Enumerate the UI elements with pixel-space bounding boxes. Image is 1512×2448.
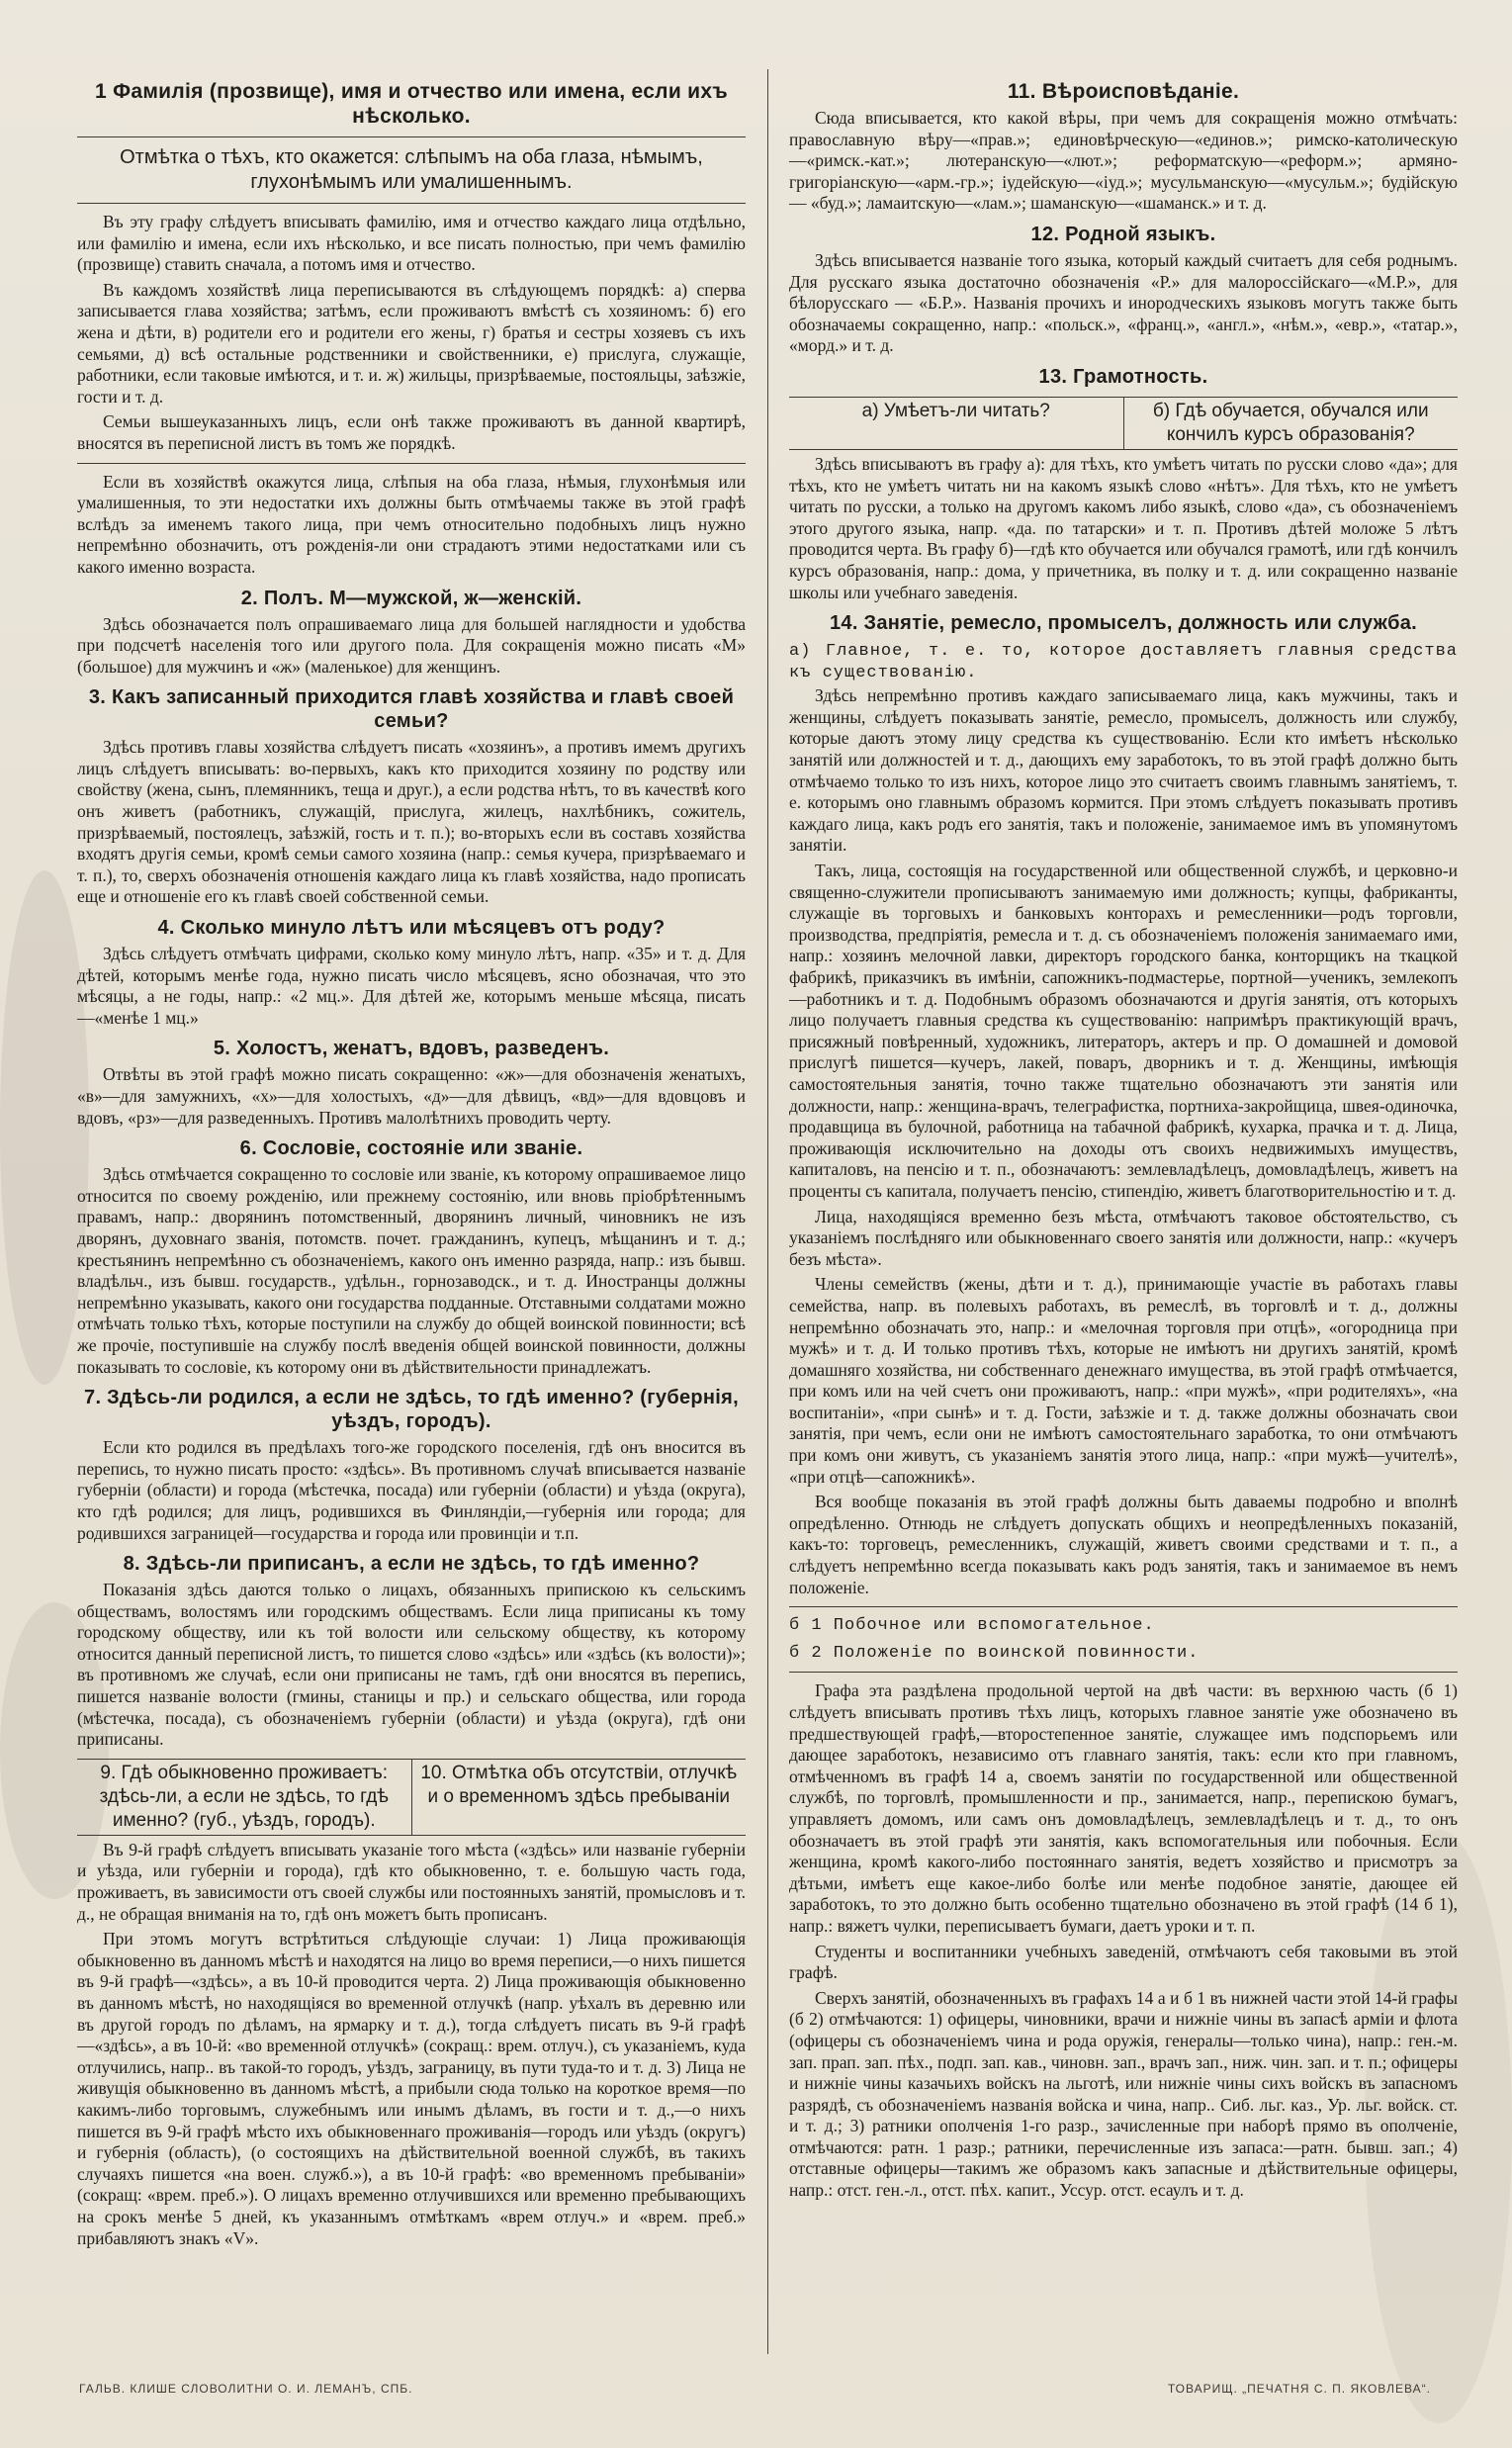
columns-9-10-header bbox=[77, 1759, 746, 1836]
section-14a-lead: а) Главное, т. е. то, которое доставляетъ главныя средства къ существованію. bbox=[789, 642, 1458, 682]
section-8-title: 8. Здѣсь-ли приписанъ, а если не здѣсь, то гдѣ именно? bbox=[123, 1553, 700, 1576]
paragraph: Члены семействъ (жены, дѣти и т. д.), принимающіе участіе въ работахъ главы семейства, напр. въ полевыхъ работахъ, въ ремеслѣ, въ торговлѣ и т. д., должны непремѣнно обозначать это, напр.: и «мелочная торговля при отцѣ», «огородница при мужѣ» и т. д. И только противъ тѣхъ, которые не имѣютъ ни другихъ занятій, кромѣ домашняго хозяйства, ни собственнаго денежнаго имущества, въ этой графѣ отмѣчается, при комъ или на чей счетъ они проживаютъ, напр.: «при мужѣ», «при родителяхъ», «на воспитаніи», «при сынѣ» и т. д. Гости, заѣзжіе и т. д. также должны обозначать свои занятія, при чемъ, если они не имѣютъ самостоятельнаго заработка, то они отмѣчаютъ при комъ они живутъ, съ указаніемъ занятія этого лица, напр.: «при мужѣ—учителѣ», «при отцѣ—сапожникѣ». bbox=[789, 1274, 1458, 1487]
paragraph: Здѣсь обозначается полъ опрашиваемаго лица для большей наглядности и удобства при подсчетѣ населенія того или другого пола. Для сокращенія можно писать «М» (большое) для мужчинъ и «ж» (маленькое) для женщинъ. bbox=[77, 613, 746, 677]
rule bbox=[789, 1672, 1458, 1673]
section-7-title: 7. Здѣсь-ли родился, а если не здѣсь, то гдѣ именно? (губернія, уѣздъ, городъ). bbox=[84, 1387, 739, 1433]
rule bbox=[77, 136, 746, 137]
paragraph: Сюда вписывается, кто какой вѣры, при чемъ для сокращенія можно отмѣчать: православную вѣру—«прав.»; единовѣрческую—«единов.»; римско-католическую—«римск.-кат.»; лютеранскую—«лют.»; реформатскую—«реформ.»; армяно-григоріанскую—«арм.-гр.»; іудейскую—«іуд.»; мусульманскую—«мусульм.»; будійскую — «буд.»; ламаитскую—«лам.»; шаманскую—«шаманск.» и т. д. bbox=[789, 108, 1458, 214]
paragraph: При этомъ могутъ встрѣтиться слѣдующіе случаи: 1) Лица проживающія обыкновенно въ данномъ мѣстѣ и находятся на лицо во время переписи,—о нихъ пишется въ 9-й графѣ—«здѣсь», а въ 10-й проводится черта. 2) Лица проживающія обыкновенно въ данномъ мѣстѣ, но находящіяся во временной отлучкѣ (напр. уѣхалъ въ деревню или въ другой городъ по дѣламъ, на ярмарку и т. д.), тогда слѣдуетъ писать въ 9-й графѣ—«здѣсь», а въ 10-й: «во временной отлучкѣ» (сокращ.: врем. отлуч.), съ указаніемъ, куда отлучились, напр.. въ такой-то городъ, уѣздъ, заграницу, въ пути туда-то и т. д. 3) Лица не живущія обыкновенно въ данномъ мѣстѣ, а прибыли сюда только на короткое время—по какимъ-либо торговымъ, служебнымъ или инымъ дѣламъ, въ гости и т. д.,—о нихъ пишется въ 9-й графѣ мѣсто ихъ обыкновеннаго проживанія—городъ или уѣздъ (округъ) и губернія (область), (о состоящихъ на дѣйствительной военной службѣ, въ такихъ случаяхъ пишется «на воен. служб.»), а въ 10-й графѣ: «во временномъ пребываніи» (сокращ: «врем. преб.»). О лицахъ временно отлучившихся или временно пребывающихъ на срокъ менѣе 5 дней, къ указаннымъ отмѣткамъ «врем отлуч.» и «врем. преб.» прибавляютъ знакъ «V». bbox=[77, 1929, 746, 2248]
paragraph: Семьи вышеуказанныхъ лицъ, если онѣ также проживаютъ въ данной квартирѣ, вносятся въ переписной листъ въ томъ же порядкѣ. bbox=[77, 411, 746, 453]
paragraph: Показанія здѣсь даются только о лицахъ, обязанныхъ припискою къ сельскимъ обществамъ, волостямъ или городскимъ обществамъ. Если лица приписаны къ тому городскому обществу, или къ той волости или сельскому обществу, къ которому относится данный переписной листъ, то пишется слово «здѣсь» или «здѣсь (къ волости)»; въ противномъ же случаѣ, если они приписаны не тамъ, гдѣ они вносятся въ перепись, пишется названіе волости (гмины, станицы и пр.) и сельскаго общества, или города (мѣстечка, посада), съ обозначеніемъ губерніи (области) и уѣзда (округа), гдѣ они приписаны. bbox=[77, 1580, 746, 1750]
rule bbox=[789, 1606, 1458, 1607]
left-column bbox=[77, 71, 746, 2253]
section-14-title: 14. Занятіе, ремесло, промыселъ, должность или служба. bbox=[829, 612, 1418, 635]
section-9-title: 9. Гдѣ обыкновенно проживаетъ: здѣсь-ли, а если не здѣсь, то гдѣ именно? (губ., уѣздъ, городъ). bbox=[99, 1762, 389, 1831]
rule bbox=[77, 203, 746, 204]
paragraph: Сверхъ занятій, обозначенныхъ въ графахъ 14 а и б 1 въ нижней части этой 14-й графы (б 2) отмѣчаются: 1) офицеры, чиновники, врачи и нижніе чины въ запасѣ арміи и флота (офицеры съ обозначеніемъ чина и рода оружія, генералы—только чина), напр.: ген.-м. зап. прап. зап. пѣх., подп. зап. кав., чиновн. зап., врачъ зап., ниж. чин. зап. и т. п.; офицеры и нижніе чины казачьихъ войскъ на льготѣ, или нижніе чины сихъ войскъ въ запасномъ разрядѣ, съ обозначеніемъ названія войска и чина, напр.. Сиб. льг. каз., Ур. льг. войск. ст. и т. д.; 3) ратники ополченія 1-го разр., зачисленные при наборѣ прямо въ ополченіе, отмѣчаются: ратн. 1 разр.; ратники, перечисленные изъ запаса:—ратн. бывш. зап.; 4) отставные офицеры—такимъ же образомъ какъ запасные и дѣйствительные офицеры, напр.: отст. ген.-л., отст. пѣх. капит., Уссур. отст. есаулъ и т. д. bbox=[789, 1987, 1458, 2201]
literacy-columns-header bbox=[789, 397, 1458, 450]
section-1-title: 1 Фамилія (прозвище), имя и отчество или имена, если ихъ нѣсколько. bbox=[95, 80, 728, 128]
paper-stain bbox=[0, 870, 89, 1385]
section-3-title: 3. Какъ записанный приходится главѣ хозяйства и главѣ своей семьи? bbox=[88, 686, 735, 733]
paragraph: Здѣсь отмѣчается сокращенно то сословіе или званіе, къ которому опрашиваемое лицо относится по своему рожденію, или прежнему состоянію, или вновь пріобрѣтеннымъ правамъ, напр.: дворянинъ потомственный, дворянинъ личный, чиновникъ не изъ дворянъ, духовнаго званія, потомств. почет. гражданинъ, купецъ, мѣщанинъ и т. д.; крестьянинъ непремѣнно съ обозначеніемъ, какого онъ именно разряда, напр.: изъ бывш. владѣльч., изъ бывш. государств., удѣльн., горнозаводск., и т. д. Иностранцы должны непремѣнно указывать, какого они государства подданные. Отставными солдатами можно отмѣчать только тѣхъ, которые поступили на службу до общей воинской повинности; всѣ же прочіе, поступившіе на службу послѣ введенія общей воинской повинности, должны показывать то сословіе, къ которому они въ дѣйствительности принадлежатъ. bbox=[77, 1164, 746, 1377]
paragraph: Лица, находящіяся временно безъ мѣста, отмѣчаютъ таковое обстоятельство, съ указаніемъ послѣдняго или обыкновеннаго своего занятія или должности, напр.: «кучеръ безъ мѣста». bbox=[789, 1206, 1458, 1269]
paragraph: Здѣсь вписывается названіе того языка, который каждый считаетъ для себя роднымъ. Для русскаго языка достаточно обозначенія «Р.» для малороссійскаго—«М.Р.», для бѣлорусскаго — «Б.Р.». Названія прочихъ и инородческихъ языковъ могутъ также быть обозначаемы сокращенно, напр.: «польск.», «франц.», «англ.», «нѣм.», «евр.», «татар.», «морд.» и т. д. bbox=[789, 249, 1458, 356]
section-12-title: 12. Родной языкъ. bbox=[1030, 223, 1216, 245]
paragraph: Въ эту графу слѣдуетъ вписывать фамилію, имя и отчество каждаго лица отдѣльно, или фамилію и имена, если ихъ нѣсколько, и все писать полностью, при чемъ фамилію (прозвище) ставить сначала, а потомъ имя и отчество. bbox=[77, 212, 746, 275]
paragraph: Въ 9-й графѣ слѣдуетъ вписывать указаніе того мѣста («здѣсь» или названіе губерніи и уѣзда, или губерніи и города), гдѣ кто обыкновенно, т. е. большую часть года, проживаетъ, въ зависимости отъ своей службы или постоянныхъ занятій, промысловъ и т. д., не обращая вниманія на то, гдѣ онъ можетъ быть прописанъ. bbox=[77, 1839, 746, 1924]
section-6-title: 6. Сословіе, состояніе или званіе. bbox=[239, 1137, 583, 1160]
section-13b-label: б) Гдѣ обучается, обучался или кончилъ курсъ образованія? bbox=[1123, 398, 1459, 449]
paragraph: Студенты и воспитанники учебныхъ заведеній, отмѣчаютъ себя таковыми въ этой графѣ. bbox=[789, 1941, 1458, 1983]
paragraph: Графа эта раздѣлена продольной чертой на двѣ части: въ верхнюю часть (б 1) слѣдуетъ вписывать противъ тѣхъ лицъ, которыхъ главное занятіе уже обозначено въ предшествующей графѣ,—второстепенное занятіе, служащее имъ подспорьемъ или дающее заработокъ, независимо отъ главнаго занятія, такъ: если кто при главномъ, отмѣченномъ въ графѣ 14 а, своемъ занятіи по государственной или общественной службѣ, по торговлѣ, промышленности и пр., занимается, напр., перепискою бумагъ, управляетъ домомъ, или самъ онъ домовладѣлецъ, землевладѣлецъ и т. д., то онъ обозначаетъ въ этой графѣ эти занятія, какъ вспомогательныя или побочныя. Если женщина, кромѣ какого-либо постояннаго занятія, ведетъ хозяйство и присмотръ за дѣтьми, имѣетъ еще какое-либо болѣе или менѣе подобное занятіе, дающее ей заработокъ, то это должно быть особенно тщательно обозначено въ этой графѣ (14 б 1), напр.: вяжетъ чулки, переписываетъ бумаги, даетъ уроки и т. п. bbox=[789, 1680, 1458, 1936]
paragraph: Отвѣты въ этой графѣ можно писать сокращенно: «ж»—для обозначенія женатыхъ, «в»—для замужнихъ, «х»—для холостыхъ, «д»—для дѣвицъ, «вд»—для вдовцовъ и вдовъ, «рз»—для разведенныхъ. Противъ малолѣтнихъ проводить черту. bbox=[77, 1064, 746, 1128]
section-4-title: 4. Сколько минуло лѣтъ или мѣсяцевъ отъ роду? bbox=[157, 917, 666, 940]
section-2-title: 2. Полъ. М—мужской, ж—женскій. bbox=[240, 587, 582, 609]
column-divider bbox=[767, 69, 768, 2354]
section-14b1-label: б 1 Побочное или вспомогательное. bbox=[789, 1616, 1155, 1636]
paragraph: Вся вообще показанія въ этой графѣ должны быть даваемы подробно и вполнѣ опредѣленно. Отнюдь не слѣдуетъ допускать общихъ и неопредѣленныхъ показаній, какъ-то: торговецъ, ремесленникъ, служащій, живетъ своими средствами и т. п., а слѣдуетъ непремѣнно всегда показывать какъ родъ занятія, такъ и занимаемое въ немъ положеніе. bbox=[789, 1492, 1458, 1597]
printer-credit-left: ГАЛЬВ. КЛИШЕ СЛОВОЛИТНИ О. И. ЛЕМАНЪ, СПБ. bbox=[79, 2382, 413, 2396]
paragraph: Такъ, лица, состоящія на государственной или общественной службѣ, и церковно-и священно-служители прописываютъ занимаемую ими должность; купцы, фабриканты, служащіе въ торговыхъ и банковыхъ конторахъ и ремесленники—родъ торговли, производства, предпріятія, ремесла и т. д. съ обозначеніемъ положенія занимаемаго ими, напр.: хозяинъ мелочной лавки, директоръ городского банка, конторщикъ на ткацкой фабрикѣ, приказчикъ въ имѣніи, сапожникъ-подмастерье, портной—ученикъ, землекопъ—работникъ и т. д. Подобнымъ образомъ обозначаются и другія занятія, отъ которыхъ лицо получаетъ главныя средства къ существованію: напримѣръ практикующій врачъ, присяжный повѣренный, художникъ, литераторъ, актеръ и пр. О домашней и домовой прислугѣ пишется—кучеръ, лакей, поваръ, дворникъ и т. д. Женщины, имѣющія самостоятельныя занятія, точно также тщательно обозначаютъ эти занятія или должности, напр.: женщина-врачъ, телеграфистка, портниха-закройщица, швея-одиночка, продавщица въ булочной, работница на табачной фабрикѣ, кухарка, прачка и т. д. Лица, проживающія исключительно на доходы отъ своихъ недвижимыхъ имуществъ, капиталовъ, на пенсію и т. п., обозначаютъ: землевладѣлецъ, домовладѣлецъ, живетъ на проценты съ капитала, получаетъ пенсію, стипендію, живетъ благотворительностію и т. д. bbox=[789, 861, 1458, 1201]
paragraph: Здѣсь противъ главы хозяйства слѣдуетъ писать «хозяинъ», а противъ имемъ другихъ лицъ слѣдуетъ вписывать: во-первыхъ, какъ кто приходится хозяину по родству или свойству (жена, сынъ, племянникъ, теща и друг.), а если родства нѣтъ, то въ качествѣ кого онъ живетъ (работникъ, служащій, прислуга, жилецъ, нахлѣбникъ, сожитель, призрѣваемый, постоялецъ, заѣзжій, гость и т. п.); во-вторыхъ если въ составъ хозяйства входятъ другія семьи, кромѣ семьи самого хозяина (напр.: семья кучера, призрѣваемаго и т. п.), то, сверхъ обозначенія отношенія каждаго лица къ главѣ хозяйства, надо прописать еще и отношеніе его къ главѣ своей собственной семьи. bbox=[77, 737, 746, 907]
section-5-title: 5. Холостъ, женатъ, вдовъ, разведенъ. bbox=[213, 1038, 610, 1060]
paragraph: Здѣсь вписываютъ въ графу а): для тѣхъ, кто умѣетъ читать по русски слово «да»; для тѣхъ, кто не умѣетъ читать ни на какомъ языкѣ слово «нѣтъ». Для тѣхъ, кто не умѣетъ читать по русски, а только на другомъ какомъ либо языкѣ, слово «да», съ обозначеніемъ этого другого языка, напр. «да. по татарски» и т. п. Противъ дѣтей моложе 5 лѣтъ проводится черта. Въ графу б)—гдѣ кто обучается или обучался грамотѣ, или гдѣ кончилъ курсъ образованія, напр.: дома, у причетника, въ полку и т. д. или сокращенно названіе школы или учебнаго заведенія. bbox=[789, 453, 1458, 602]
paragraph: Если кто родился въ предѣлахъ того-же городского поселенія, гдѣ онъ вносится въ перепись, то нужно писать просто: «здѣсь». Въ противномъ случаѣ вписывается названіе губерніи (области) и города (мѣстечка, посада) или губерніи (области) и уѣзда (округа), кто гдѣ родился; для лицъ, родившихся въ Финляндіи,—губернія или города; для родившихся заграницей—государства и города или провинціи и т.п. bbox=[77, 1437, 746, 1543]
rule bbox=[77, 463, 746, 464]
section-13-title: 13. Грамотность. bbox=[1038, 365, 1208, 388]
section-11-title: 11. Вѣроисповѣданіе. bbox=[1007, 80, 1240, 103]
right-column bbox=[789, 71, 1458, 2206]
paragraph: Въ каждомъ хозяйствѣ лица переписываются въ слѣдующемъ порядкѣ: а) сперва записывается глава хозяйства; затѣмъ, если проживаютъ вмѣстѣ съ хозяиномъ: б) его жена и дѣти, в) родители его и родители его жены, г) братья и сестры хозяевъ съ ихъ семьями, д) всѣ остальные родственники и свойственники, е) прислуга, служащіе, работники, если таковые имѣются, и т. и. ж) жильцы, призрѣваемые, постояльцы, заѣзжіе, гости и т. д. bbox=[77, 279, 746, 407]
paragraph: Здѣсь непремѣнно противъ каждаго записываемаго лица, какъ мужчины, такъ и женщины, слѣдуетъ показывать занятіе, ремесло, промыселъ, должность или службу, которые даютъ этому лицу средства къ существованію. Если кто имѣетъ нѣсколько занятій или должностей и т. д., дающихъ ему заработокъ, то въ этой графѣ должно быть отмѣчаемо только то изъ нихъ, которое лицо это считаетъ своимъ главнымъ занятіемъ, т. е. которымъ оно главнымъ образомъ кормится. При этомъ слѣдуетъ показывать противъ каждаго лица, какъ родъ его занятія, такъ и положеніе, занимаемое имъ въ упомянутомъ занятіи. bbox=[789, 685, 1458, 856]
paragraph: Если въ хозяйствѣ окажутся лица, слѣпыя на оба глаза, нѣмыя, глухонѣмыя или умалишенныя, то эти недостатки ихъ должны быть отмѣчаемы также въ этой графѣ вслѣдъ за именемъ такого лица, при чемъ относительно подобныхъ лицъ нужно непремѣнно обозначить, отъ рожденія-ли они страдаютъ этими недостатками или съ какого именно возраста. bbox=[77, 471, 746, 577]
printer-credit-right: ТОВАРИЩ. „ПЕЧАТНЯ С. П. ЯКОВЛЕВА“. bbox=[1167, 2382, 1431, 2396]
paragraph: Здѣсь слѣдуетъ отмѣчать цифрами, сколько кому минуло лѣтъ, напр. «35» и т. д. Для дѣтей, которымъ менѣе года, нужно писать число мѣсяцевъ, ясно обозначая, что это мѣсяцы, а не годы, напр.: «2 мц.». Для дѣтей же, которымъ меньше мѣсяца, писать—«менѣе 1 мц.» bbox=[77, 944, 746, 1028]
section-10-title: 10. Отмѣтка объ отсутствіи, отлучкѣ и о временномъ здѣсь пребываніи bbox=[411, 1760, 747, 1835]
section-13a-label: а) Умѣетъ-ли читать? bbox=[861, 400, 1050, 421]
section-14b2-label: б 2 Положеніе по воинской повинности. bbox=[789, 1643, 1200, 1663]
section-1-lead: Отмѣтка о тѣхъ, кто окажется: слѣпымъ на оба глаза, нѣмымъ, глухонѣмымъ или умалишеннымъ. bbox=[120, 146, 703, 193]
